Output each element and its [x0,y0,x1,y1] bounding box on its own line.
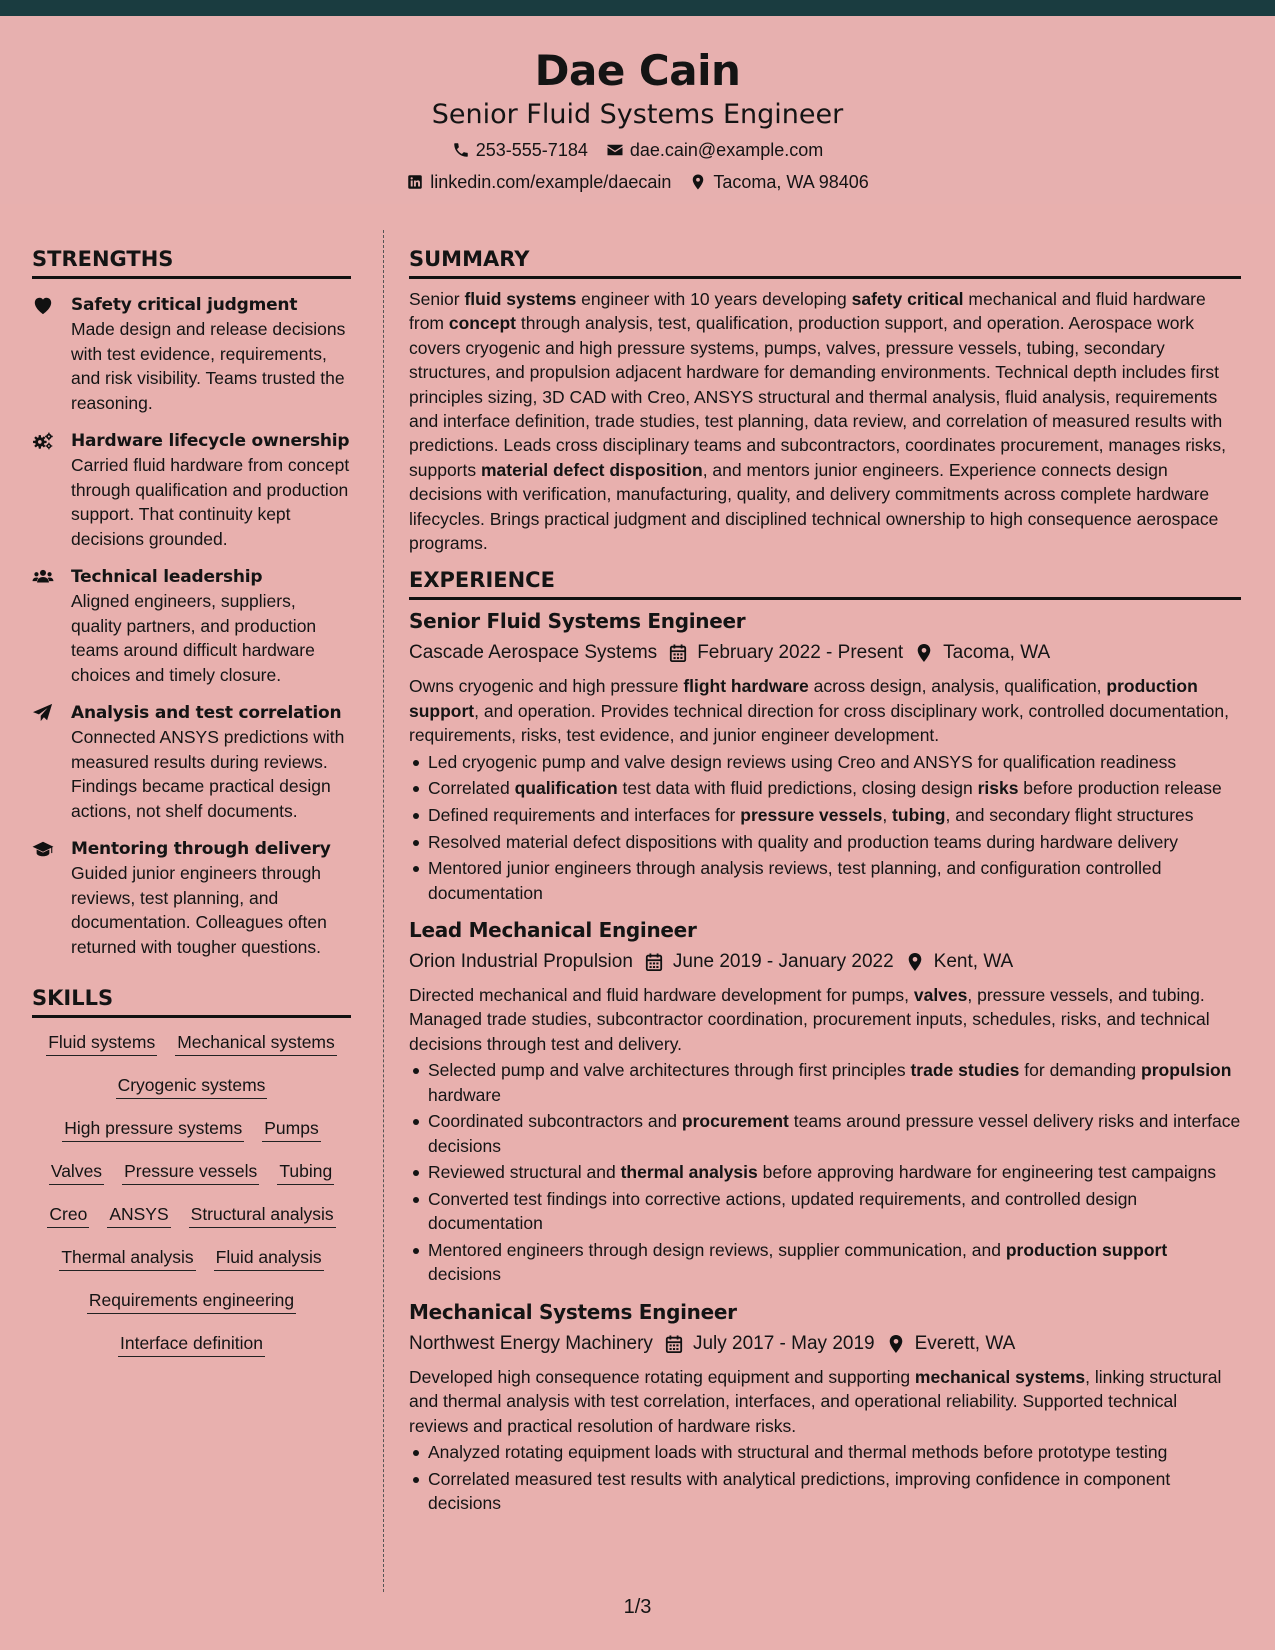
job-title: Mechanical Systems Engineer [409,1299,737,1324]
strength-item [32,701,351,823]
job-location: Kent, WA [933,951,1014,973]
skill-tag: Cryogenic systems [116,1073,268,1099]
contact-phone[interactable]: 253-555-7184 [452,138,588,162]
resume-header [0,16,1275,204]
top-accent-bar [0,0,1275,16]
job-meta [409,947,1241,977]
right-column [409,246,1241,1516]
strength-description: Made design and release decisions with test evidence, requirements, and risk visibility. Teams trusted the reasoning. [71,319,346,413]
strength-description: Guided junior engineers through reviews, test planning, and documentation. Colleagues often returned with tougher questions. [71,863,327,957]
job-entry [409,606,1241,905]
job-meta [409,1329,1241,1359]
job-meta [409,638,1241,668]
strength-description: Aligned engineers, suppliers, quality partners, and production teams around difficult hardware choices and timely closure. [71,591,317,685]
bullet-item: Resolved material defect dispositions with quality and production teams during hardware delivery [409,830,1241,854]
paper-plane-icon [32,703,54,723]
skill-tag: Structural analysis [189,1202,336,1228]
skill-tag: High pressure systems [62,1116,244,1142]
summary-text: Senior fluid systems engineer with 10 years developing safety critical mechanical and fluid hardware from concept through analysis, test, qualification, production support, and operation. Aerospace work covers cryogenic and high pressure systems, pumps, valves, pressure vessels, tubing, secondary structures, and propulsion adjacent hardware for demanding environments. Technical depth includes first principles sizing, 3D CAD with Creo, ANSYS structural and thermal analysis, fluid analysis, requirements and interface definition, trade studies, test planning, data review, and correlation of measured results with predictions. Leads cross disciplinary teams and subcontractors, coordinates procurement, manages risks, supports material defect disposition, and mentors junior engineers. Experience connects design decisions with verification, manufacturing, quality, and delivery commitments across complete hardware lifecycles. Brings practical judgment and disciplined technical ownership to high consequence aerospace programs. [409,289,1227,554]
strengths-heading: STRENGTHS [32,246,351,279]
bullet-item: Coordinated subcontractors and procurement teams around pressure vessel delivery risks and interface decisions [409,1109,1241,1158]
candidate-name: Dae Cain [534,46,741,95]
strength-title: Analysis and test correlation [71,703,342,723]
users-icon [32,567,54,587]
bullet-item: Mentored junior engineers through analysis reviews, test planning, and configuration controlled documentation [409,856,1241,905]
job-entry [409,1297,1241,1516]
envelope-icon [606,141,624,159]
map-pin-icon [689,173,707,191]
job-entry [409,915,1241,1287]
job-description: Owns cryogenic and high pressure flight hardware across design, analysis, qualification, production support, and operation. Provides technical direction for cross disciplinary work, controlled documentation, requirements, risks, test evidence, and junior engineer development. [409,676,1229,746]
strength-item [32,565,351,687]
job-title: Senior Fluid Systems Engineer [409,609,746,634]
left-column [32,246,351,1357]
bullet-item: Led cryogenic pump and valve design reviews using Creo and ANSYS for qualification readiness [409,750,1241,774]
bullet-item: Mentored engineers through design reviews, supplier communication, and production support decisions [409,1238,1241,1287]
column-divider [383,230,384,1592]
strength-description: Carried fluid hardware from concept through qualification and production support. That continuity kept decisions grounded. [71,455,350,549]
strength-item [32,293,351,415]
calendar-icon [669,643,687,663]
strength-title: Hardware lifecycle ownership [71,431,350,451]
job-bullets [409,750,1241,905]
contact-location: Tacoma, WA 98406 [689,170,868,194]
contact-row-1 [0,138,1275,162]
contact-row-2 [0,170,1275,194]
job-bullets [409,1440,1241,1515]
bullet-item: Correlated qualification test data with fluid predictions, closing design risks before production release [409,776,1241,800]
skill-tag: Fluid systems [46,1030,157,1056]
job-company: Cascade Aerospace Systems [409,642,658,664]
skill-tag: Requirements engineering [87,1288,296,1314]
experience-heading: EXPERIENCE [409,567,1241,600]
bullet-item: Defined requirements and interfaces for pressure vessels, tubing, and secondary flight structures [409,803,1241,827]
contact-linkedin[interactable]: linkedin.com/example/daecain [406,170,671,194]
job-company: Orion Industrial Propulsion [409,951,633,973]
job-company: Northwest Energy Machinery [409,1332,653,1354]
bullet-item: Correlated measured test results with analytical predictions, improving confidence in component decisions [409,1467,1241,1516]
contact-email[interactable]: dae.cain@example.com [606,138,823,162]
calendar-icon [645,952,663,972]
skill-tag: Fluid analysis [214,1245,324,1271]
bullet-item: Selected pump and valve architectures through first principles trade studies for demanding propulsion hardware [409,1058,1241,1107]
candidate-title: Senior Fluid Systems Engineer [431,99,844,130]
skill-tag: Creo [47,1202,89,1228]
heart-icon [32,295,54,315]
job-description: Directed mechanical and fluid hardware development for pumps, valves, pressure vessels, and tubing. Managed trade studies, subcontractor coordination, procurement inputs, schedules, risks, and technical decisions through test and delivery. [409,985,1210,1054]
job-bullets [409,1058,1241,1286]
strength-description: Connected ANSYS predictions with measured results during reviews. Findings became practical design actions, not shelf documents. [71,727,345,821]
bullet-item: Analyzed rotating equipment loads with structural and thermal methods before prototype testing [409,1440,1241,1464]
strength-title: Technical leadership [71,567,263,587]
job-dates: February 2022 - Present [697,642,904,664]
map-pin-icon [887,1334,905,1354]
skill-tag: Thermal analysis [59,1245,195,1271]
skill-tag: Pumps [262,1116,320,1142]
map-pin-icon [915,643,933,663]
skill-tag: Tubing [277,1159,334,1185]
skills-list [32,1030,351,1357]
skills-heading: SKILLS [32,985,351,1018]
linkedin-icon [406,173,424,191]
job-location: Tacoma, WA [943,642,1051,664]
job-dates: July 2017 - May 2019 [692,1332,875,1354]
gears-icon [32,431,54,451]
strength-item [32,837,351,959]
skill-tag: ANSYS [107,1202,170,1228]
bullet-item: Converted test findings into corrective actions, updated requirements, and controlled design documentation [409,1187,1241,1236]
calendar-icon [665,1334,683,1354]
map-pin-icon [906,952,924,972]
job-title: Lead Mechanical Engineer [409,918,697,943]
strength-item [32,429,351,551]
job-location: Everett, WA [914,1332,1016,1354]
job-description: Developed high consequence rotating equipment and supporting mechanical systems, linking structural and thermal analysis with test correlation, interfaces, and operational reliability. Supported technical reviews and practical resolution of hardware risks. [409,1366,1222,1436]
strength-title: Mentoring through delivery [71,839,331,859]
page-number: 1/3 [623,1596,652,1618]
phone-icon [452,141,470,159]
skill-tag: Valves [49,1159,104,1185]
job-dates: June 2019 - January 2022 [672,951,894,973]
graduation-cap-icon [32,839,54,859]
skill-tag: Interface definition [118,1331,265,1357]
strength-title: Safety critical judgment [71,295,298,315]
skill-tag: Pressure vessels [122,1159,259,1185]
summary-heading: SUMMARY [409,246,1241,279]
skill-tag: Mechanical systems [175,1030,337,1056]
bullet-item: Reviewed structural and thermal analysis before approving hardware for engineering test campaigns [409,1160,1241,1184]
